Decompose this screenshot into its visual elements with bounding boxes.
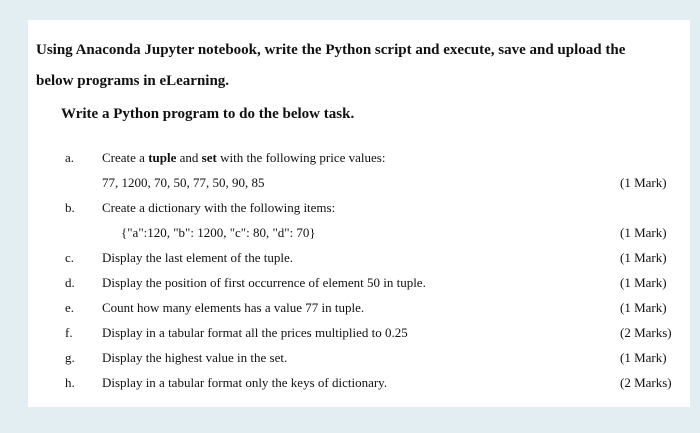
document-page [28, 20, 690, 407]
instructions-line-2: below programs in eLearning. [36, 73, 230, 89]
task-text: Create a tuple and set with the following price values: [102, 150, 386, 165]
task-mark: (2 Marks) [620, 375, 672, 390]
task-g [28, 347, 690, 369]
task-c [28, 247, 690, 269]
task-text: Display the highest value in the set. [102, 350, 288, 365]
task-mark: (1 Mark) [620, 275, 667, 290]
task-mark: (1 Mark) [620, 175, 667, 190]
task-text: Count how many elements has a value 77 in tuple. [102, 300, 365, 315]
task-f [28, 322, 690, 344]
assignment-instructions [36, 35, 681, 97]
task-heading: Write a Python program to do the below task. [61, 106, 355, 122]
task-text: Create a dictionary with the following items: [102, 200, 336, 215]
task-letter: e. [65, 300, 75, 315]
task-text: Display the position of first occurrence of element 50 in tuple. [102, 275, 426, 290]
task-mark: (1 Mark) [620, 300, 667, 315]
dictionary-items: {"a":120, "b": 1200, "c": 80, "d": 70} [121, 225, 316, 240]
task-b-line-2 [28, 222, 690, 244]
task-letter: g. [65, 350, 75, 365]
task-a-line-2 [28, 172, 690, 194]
price-values: 77, 1200, 70, 50, 77, 50, 90, 85 [102, 175, 265, 190]
keyword-set: set [201, 150, 217, 165]
task-mark: (1 Mark) [620, 225, 667, 240]
task-mark: (2 Marks) [620, 325, 672, 340]
task-h [28, 372, 690, 394]
instructions-line-1: Using Anaconda Jupyter notebook, write the Python script and execute, save and upload the [36, 42, 626, 58]
task-a-line-1 [28, 147, 690, 169]
task-mark: (1 Mark) [620, 350, 667, 365]
keyword-tuple: tuple [148, 150, 177, 165]
task-e [28, 297, 690, 319]
task-text: Display in a tabular format only the keys of dictionary. [102, 375, 388, 390]
task-letter: f. [65, 325, 73, 340]
task-b-line-1 [28, 197, 690, 219]
task-mark: (1 Mark) [620, 250, 667, 265]
task-text: Display in a tabular format all the prices multiplied to 0.25 [102, 325, 408, 340]
task-text: Display the last element of the tuple. [102, 250, 293, 265]
task-letter: h. [65, 375, 75, 390]
task-letter: c. [65, 250, 75, 265]
task-letter: b. [65, 200, 75, 215]
task-letter: a. [65, 150, 75, 165]
task-d [28, 272, 690, 294]
task-letter: d. [65, 275, 75, 290]
